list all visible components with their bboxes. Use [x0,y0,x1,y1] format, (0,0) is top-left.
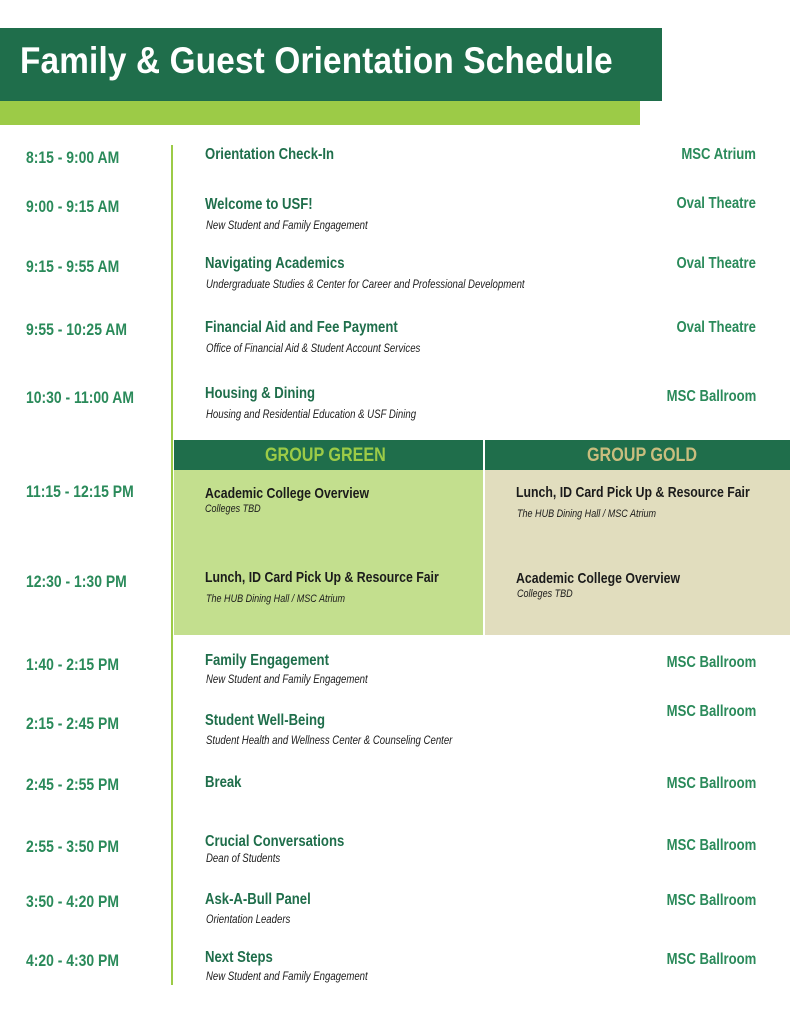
event-time: 2:55 - 3:50 PM [26,837,119,856]
event-subtitle: Dean of Students [206,851,281,865]
group-gold-session-title: Academic College Overview [516,570,681,587]
event-title: Student Well-Being [205,712,326,729]
event-subtitle: Orientation Leaders [206,912,291,926]
event-time: 3:50 - 4:20 PM [26,892,119,911]
header-accent-bar [0,100,640,125]
event-location: MSC Ballroom [666,654,756,671]
event-location: MSC Ballroom [666,388,756,405]
event-time: 10:30 - 11:00 AM [26,388,134,407]
group-time: 11:15 - 12:15 PM [26,482,134,501]
event-location: MSC Ballroom [666,703,756,720]
page-title: Family & Guest Orientation Schedule [20,40,613,81]
event-time: 2:15 - 2:45 PM [26,714,119,733]
event-location: Oval Theatre [676,195,756,212]
event-location: MSC Atrium [681,146,756,163]
event-location: Oval Theatre [676,255,756,272]
event-time: 4:20 - 4:30 PM [26,951,119,970]
group-green-heading: GROUP GREEN [265,445,386,466]
event-subtitle: New Student and Family Engagement [206,218,368,232]
event-subtitle: New Student and Family Engagement [206,969,368,983]
group-green-session-subtitle: The HUB Dining Hall / MSC Atrium [206,593,346,605]
group-gold-session-title: Lunch, ID Card Pick Up & Resource Fair [516,484,750,501]
event-title: Break [205,774,242,791]
event-title: Family Engagement [205,652,329,669]
event-location: Oval Theatre [676,319,756,336]
event-subtitle: Undergraduate Studies & Center for Career and Professional Development [206,277,525,291]
group-gold-session-subtitle: Colleges TBD [517,588,573,600]
event-location: MSC Ballroom [666,951,756,968]
event-time: 8:15 - 9:00 AM [26,148,120,167]
group-gold-heading: GROUP GOLD [587,445,698,466]
event-title: Crucial Conversations [205,833,345,850]
event-subtitle: Office of Financial Aid & Student Account Services [206,341,421,355]
event-title: Navigating Academics [205,255,345,272]
group-gold-session-subtitle: The HUB Dining Hall / MSC Atrium [517,508,657,520]
group-green-session-title: Academic College Overview [205,485,370,502]
event-location: MSC Ballroom [666,892,756,909]
event-title: Housing & Dining [205,385,316,402]
event-location: MSC Ballroom [666,775,756,792]
event-time: 9:55 - 10:25 AM [26,320,127,339]
event-title: Next Steps [205,949,273,966]
timeline-divider [171,145,173,985]
event-time: 1:40 - 2:15 PM [26,655,119,674]
group-time: 12:30 - 1:30 PM [26,572,127,591]
event-title: Welcome to USF! [205,196,313,213]
event-subtitle: New Student and Family Engagement [206,672,368,686]
event-subtitle: Housing and Residential Education & USF Dining [206,407,417,421]
event-location: MSC Ballroom [666,837,756,854]
event-time: 9:15 - 9:55 AM [26,257,120,276]
event-time: 2:45 - 2:55 PM [26,775,119,794]
event-title: Ask-A-Bull Panel [205,891,311,908]
event-title: Financial Aid and Fee Payment [205,319,398,336]
group-green-session-subtitle: Colleges TBD [205,503,261,515]
event-subtitle: Student Health and Wellness Center & Counseling Center [206,733,453,747]
event-title: Orientation Check-In [205,146,335,163]
group-green-session-title: Lunch, ID Card Pick Up & Resource Fair [205,569,439,586]
event-time: 9:00 - 9:15 AM [26,197,120,216]
